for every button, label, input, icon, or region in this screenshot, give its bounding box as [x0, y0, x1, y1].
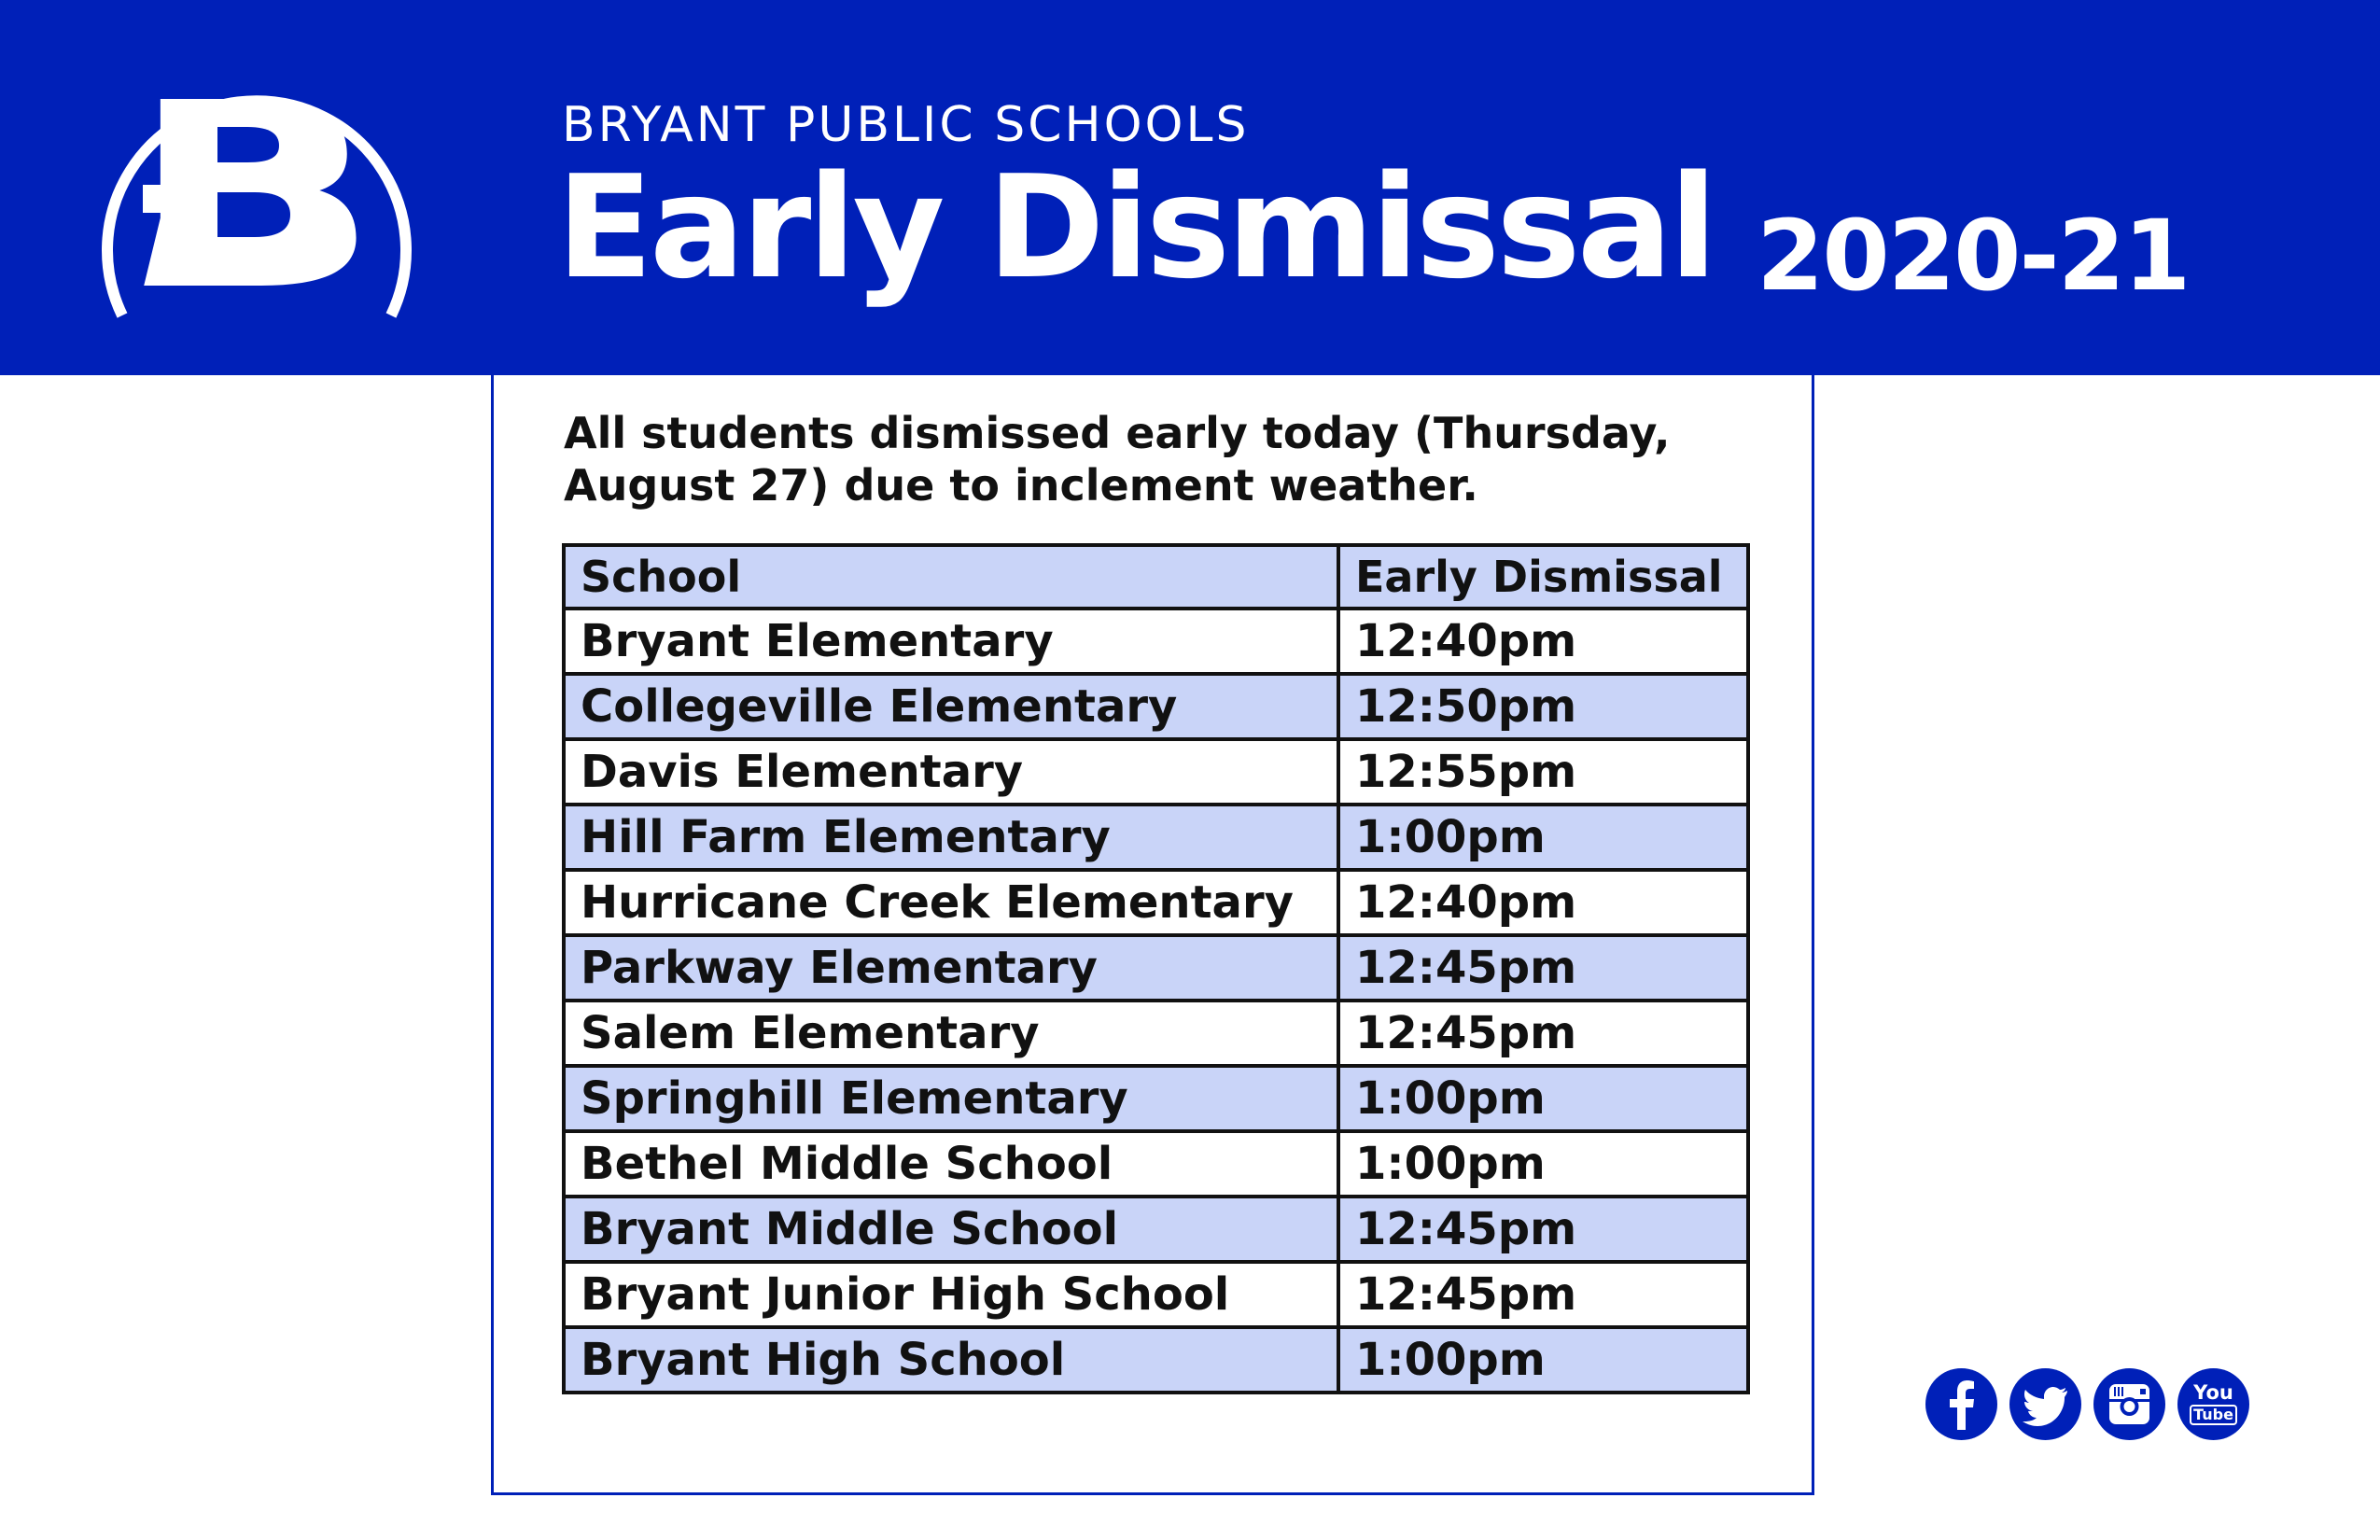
school-name-cell: Hurricane Creek Elementary — [564, 870, 1338, 935]
header-banner — [0, 0, 2380, 375]
dismissal-time-cell: 1:00pm — [1338, 1327, 1748, 1393]
bryant-b-logo — [98, 65, 415, 327]
school-name-cell: Collegeville Elementary — [564, 674, 1338, 739]
school-name-cell: Davis Elementary — [564, 739, 1338, 805]
table-header-row — [564, 545, 1748, 609]
school-year: 2020-21 — [1757, 199, 2190, 313]
table-row — [564, 1197, 1748, 1262]
column-header-school: School — [564, 545, 1338, 609]
table-row — [564, 805, 1748, 870]
youtube-tube-label: Tube — [2190, 1405, 2237, 1425]
twitter-icon[interactable] — [2009, 1368, 2081, 1440]
dismissal-time-cell: 12:45pm — [1338, 1197, 1748, 1262]
table-row — [564, 739, 1748, 805]
table-row — [564, 870, 1748, 935]
school-name-cell: Salem Elementary — [564, 1001, 1338, 1066]
dismissal-time-cell: 1:00pm — [1338, 805, 1748, 870]
instagram-icon[interactable] — [2093, 1368, 2165, 1440]
table-row — [564, 935, 1748, 1001]
facebook-icon[interactable] — [1925, 1368, 1997, 1440]
school-name-cell: Bryant Elementary — [564, 609, 1338, 674]
school-name-cell: Springhill Elementary — [564, 1066, 1338, 1131]
school-name-cell: Bryant Middle School — [564, 1197, 1338, 1262]
table-row — [564, 1327, 1748, 1393]
dismissal-time-cell: 12:50pm — [1338, 674, 1748, 739]
dismissal-time-cell: 12:40pm — [1338, 609, 1748, 674]
district-name: BRYANT PUBLIC SCHOOLS — [562, 97, 1250, 153]
table-row — [564, 674, 1748, 739]
school-name-cell: Hill Farm Elementary — [564, 805, 1338, 870]
school-name-cell: Bethel Middle School — [564, 1131, 1338, 1197]
column-header-time: Early Dismissal — [1338, 545, 1748, 609]
youtube-you-label: You — [2193, 1381, 2233, 1404]
dismissal-time-cell: 12:45pm — [1338, 1001, 1748, 1066]
dismissal-time-cell: 12:40pm — [1338, 870, 1748, 935]
dismissal-time-cell: 12:55pm — [1338, 739, 1748, 805]
dismissal-time-cell: 12:45pm — [1338, 935, 1748, 1001]
table-row — [564, 1066, 1748, 1131]
school-name-cell: Parkway Elementary — [564, 935, 1338, 1001]
dismissal-time-cell: 12:45pm — [1338, 1262, 1748, 1327]
dismissal-table — [562, 543, 1750, 1394]
school-name-cell: Bryant High School — [564, 1327, 1338, 1393]
social-icons — [1925, 1368, 2249, 1441]
table-row — [564, 1131, 1748, 1197]
table-row — [564, 1001, 1748, 1066]
table-row — [564, 609, 1748, 674]
page-title: Early Dismissal — [556, 145, 1715, 310]
youtube-icon[interactable] — [2177, 1368, 2249, 1440]
school-name-cell: Bryant Junior High School — [564, 1262, 1338, 1327]
table-row — [564, 1262, 1748, 1327]
dismissal-notice: All students dismissed early today (Thursday, August 27) due to inclement weather. — [564, 408, 1671, 511]
dismissal-time-cell: 1:00pm — [1338, 1131, 1748, 1197]
dismissal-time-cell: 1:00pm — [1338, 1066, 1748, 1131]
table-body — [564, 609, 1748, 1393]
